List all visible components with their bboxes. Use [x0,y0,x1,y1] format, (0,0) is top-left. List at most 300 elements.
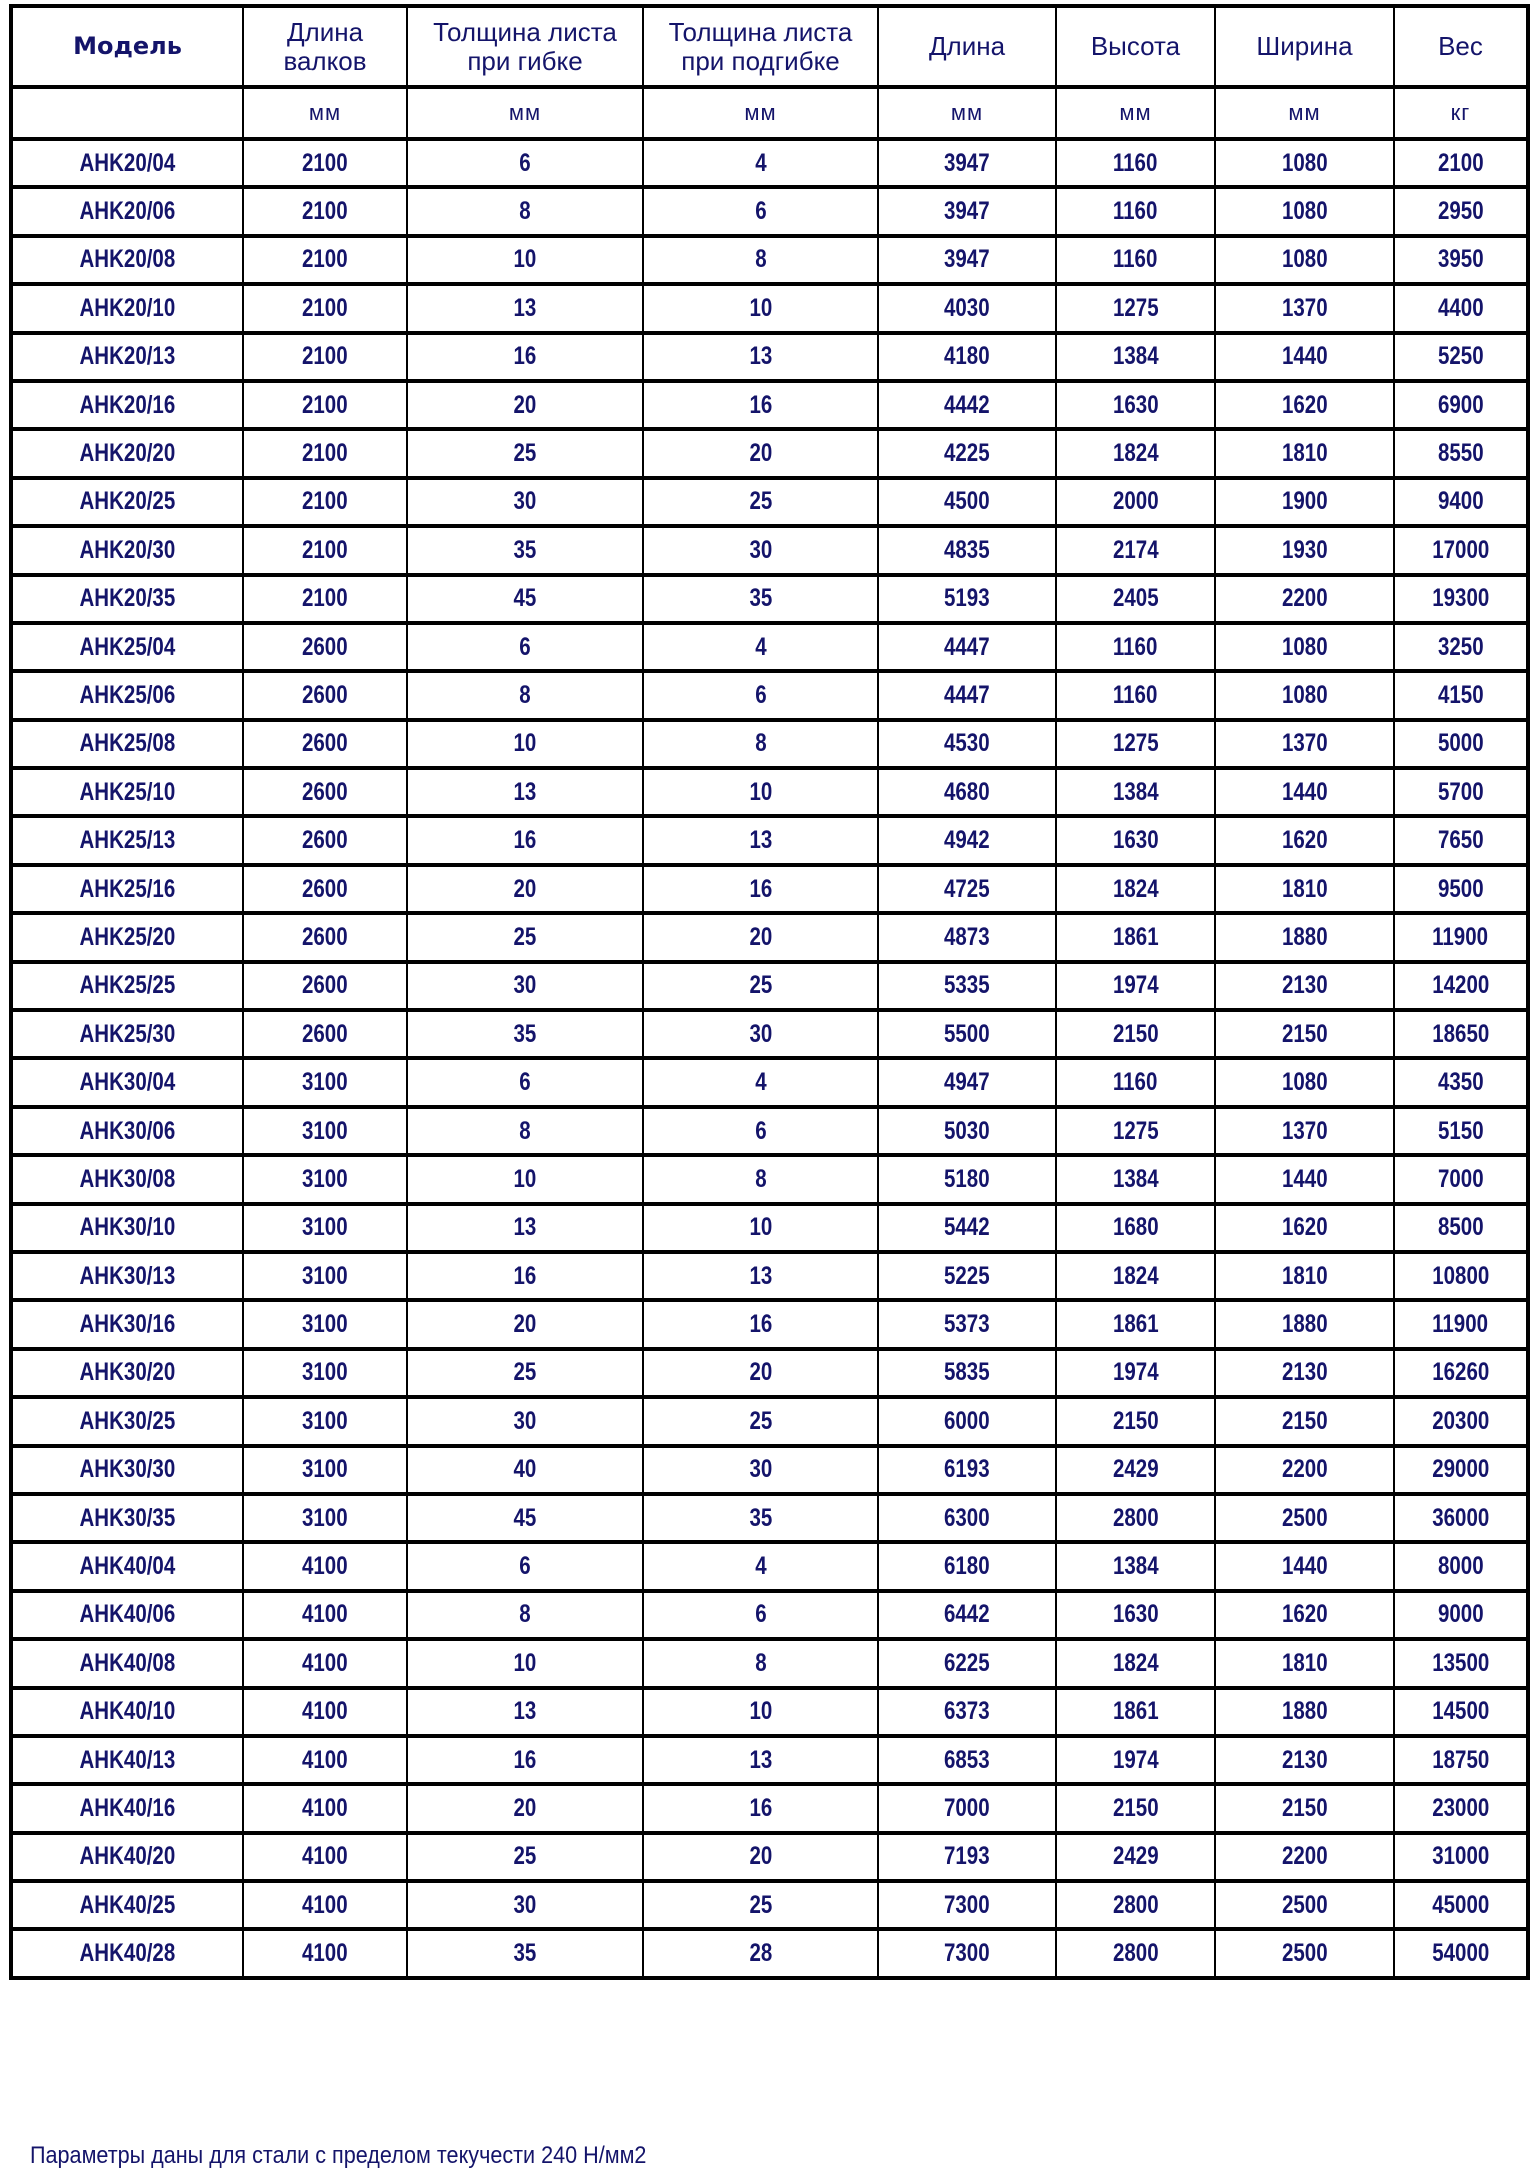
cell-bending-thickness [407,1397,643,1445]
cell-value: 8 [754,1648,767,1677]
cell-model [11,1784,243,1832]
cell-value: 1630 [1112,390,1159,419]
cell-model [11,623,243,671]
cell-value: 25 [513,922,537,951]
cell-weight [1394,816,1528,864]
cell-value: 1160 [1113,245,1158,274]
cell-model [11,478,243,526]
cell-length [878,1010,1056,1058]
cell-value: 2150 [1112,1019,1159,1048]
cell-length [878,381,1056,429]
cell-width [1215,575,1394,623]
cell-value: 1620 [1281,390,1328,419]
table-row [11,187,1528,235]
cell-value: 4942 [944,826,990,855]
cell-prebending-thickness [643,1058,878,1106]
cell-roll-length [243,1107,407,1155]
cell-value: 6 [754,197,767,226]
cell-value: 28 [749,1939,772,1968]
cell-value: AHK40/25 [79,1890,176,1919]
cell-width [1215,1591,1394,1639]
cell-value: 2150 [1281,1406,1328,1435]
cell-value: 1160 [1113,632,1158,661]
cell-value: 30 [749,1455,772,1484]
cell-height [1056,284,1215,332]
cell-value: 10 [513,1648,537,1677]
cell-bending-thickness [407,1204,643,1252]
cell-model [11,865,243,913]
cell-value: 1160 [1113,148,1158,177]
table-row [11,1349,1528,1397]
cell-value: 13 [513,777,537,806]
cell-value: 1974 [1112,971,1159,1000]
cell-value: 1620 [1281,1600,1328,1629]
header-text-line: при гибке [467,45,583,76]
cell-roll-length [243,1494,407,1542]
cell-prebending-thickness [643,816,878,864]
cell-value: 25 [513,1358,537,1387]
cell-bending-thickness [407,1784,643,1832]
cell-model [11,187,243,235]
cell-value: AHK25/20 [79,922,176,951]
table-row [11,768,1528,816]
cell-prebending-thickness [643,139,878,187]
cell-length [878,962,1056,1010]
cell-value: 20 [513,390,537,419]
cell-model [11,1881,243,1929]
cell-prebending-thickness [643,671,878,719]
cell-value: AHK40/13 [79,1745,176,1774]
table-row [11,1833,1528,1881]
cell-weight [1394,1688,1528,1736]
cell-value: 6300 [944,1503,990,1532]
cell-length [878,139,1056,187]
cell-value: 2800 [1112,1939,1159,1968]
cell-value: 1440 [1281,777,1328,806]
header-text-line: Высота [1090,31,1181,61]
cell-value: 4500 [944,487,990,516]
cell-length [878,1349,1056,1397]
cell-value: 3947 [944,148,990,177]
cell-value: 2100 [302,390,348,419]
cell-value: 18650 [1431,1019,1490,1048]
cell-model [11,1542,243,1590]
cell-value: 1810 [1281,1261,1328,1290]
cell-roll-length [243,1204,407,1252]
cell-bending-thickness [407,381,643,429]
cell-value: 1275 [1112,293,1159,322]
cell-value: 20 [749,1842,772,1871]
table-row [11,1155,1528,1203]
cell-value: 2600 [302,729,348,758]
cell-width [1215,1107,1394,1155]
cell-value: 40 [513,1455,537,1484]
cell-value: 4 [754,632,767,661]
cell-bending-thickness [407,1929,643,1977]
cell-value: 5373 [944,1310,990,1339]
cell-roll-length [243,1446,407,1494]
cell-value: 30 [749,1019,772,1048]
cell-bending-thickness [407,1010,643,1058]
cell-weight [1394,1833,1528,1881]
table-row [11,1784,1528,1832]
cell-value: 20 [749,1358,772,1387]
cell-roll-length [243,720,407,768]
cell-value: 20 [513,874,537,903]
cell-value: AHK30/30 [79,1455,176,1484]
cell-width [1215,1688,1394,1736]
cell-model [11,720,243,768]
cell-length [878,816,1056,864]
cell-length [878,1542,1056,1590]
cell-value: 2150 [1281,1019,1328,1048]
cell-prebending-thickness [643,1736,878,1784]
cell-width [1215,1252,1394,1300]
cell-value: 16 [749,874,772,903]
cell-weight [1394,236,1528,284]
cell-length [878,865,1056,913]
cell-value: 5250 [1437,342,1484,371]
cell-bending-thickness [407,1591,643,1639]
cell-prebending-thickness [643,1155,878,1203]
cell-value: 5180 [944,1164,990,1193]
cell-value: 2500 [1281,1939,1328,1968]
cell-value: 45000 [1431,1890,1490,1919]
cell-value: 3100 [302,1455,348,1484]
table-row [11,1204,1528,1252]
cell-roll-length [243,333,407,381]
cell-value: 1824 [1112,439,1159,468]
cell-value: 4100 [302,1552,348,1581]
cell-value: 2600 [302,777,348,806]
cell-roll-length [243,1736,407,1784]
cell-value: 10 [513,1164,537,1193]
cell-roll-length [243,284,407,332]
header-text-line: при подгибке [681,45,840,76]
cell-value: 1275 [1112,1116,1159,1145]
cell-value: AHK40/08 [79,1648,176,1677]
cell-height [1056,1446,1215,1494]
cell-value: 1275 [1112,729,1159,758]
cell-prebending-thickness [643,962,878,1010]
cell-bending-thickness [407,865,643,913]
cell-value: 3947 [944,245,990,274]
cell-value: 8 [519,1600,531,1629]
cell-value: 6180 [944,1552,990,1581]
cell-value: AHK30/16 [79,1310,176,1339]
cell-value: 8 [754,245,767,274]
cell-value: 1900 [1281,487,1328,516]
cell-value: 6225 [944,1648,990,1677]
cell-width [1215,333,1394,381]
cell-length [878,623,1056,671]
cell-value: 4030 [944,293,990,322]
column-header-model [11,6,243,87]
cell-value: AHK30/08 [79,1164,176,1193]
cell-value: 1680 [1112,1213,1159,1242]
column-header-width [1215,6,1394,87]
cell-value: 2150 [1112,1406,1159,1435]
cell-value: 1824 [1112,1648,1159,1677]
cell-height [1056,1107,1215,1155]
cell-value: 1880 [1281,1310,1328,1339]
table-row [11,1591,1528,1639]
cell-value: AHK40/28 [79,1939,176,1968]
cell-model [11,284,243,332]
cell-value: 6 [754,1600,767,1629]
cell-roll-length [243,913,407,961]
cell-weight [1394,1591,1528,1639]
cell-width [1215,1397,1394,1445]
cell-model [11,1591,243,1639]
cell-length [878,1204,1056,1252]
cell-value: 13 [749,1745,772,1774]
cell-width [1215,913,1394,961]
unit-cell-roll-length: мм [243,87,407,139]
table-body [11,139,1528,1978]
table-row [11,1058,1528,1106]
cell-value: 20 [749,439,772,468]
table-row [11,720,1528,768]
cell-value: AHK30/10 [79,1213,176,1242]
cell-value: 4100 [302,1697,348,1726]
cell-value: 9000 [1437,1600,1484,1629]
cell-model [11,1349,243,1397]
cell-roll-length [243,1155,407,1203]
cell-length [878,1446,1056,1494]
cell-prebending-thickness [643,768,878,816]
cell-value: 9500 [1437,874,1484,903]
cell-value: 1861 [1112,1697,1159,1726]
cell-width [1215,671,1394,719]
unit-cell-model [11,87,243,139]
cell-value: 8 [519,1116,531,1145]
cell-roll-length [243,1833,407,1881]
cell-weight [1394,1494,1528,1542]
unit-cell-prebending-thickness: мм [643,87,878,139]
cell-value: 2600 [302,680,348,709]
table-row [11,1736,1528,1784]
cell-prebending-thickness [643,575,878,623]
table-row [11,1542,1528,1590]
cell-height [1056,526,1215,574]
cell-value: 8 [754,729,767,758]
cell-value: 4100 [302,1648,348,1677]
header-text-line: Ширина [1256,31,1353,61]
cell-height [1056,1736,1215,1784]
cell-value: 7300 [944,1939,990,1968]
cell-value: 2500 [1281,1503,1328,1532]
cell-value: 14200 [1431,971,1490,1000]
cell-height [1056,1058,1215,1106]
cell-roll-length [243,139,407,187]
cell-value: 16 [513,342,537,371]
cell-value: 3100 [302,1310,348,1339]
cell-prebending-thickness [643,913,878,961]
cell-roll-length [243,478,407,526]
cell-height [1056,1204,1215,1252]
cell-value: 4447 [944,680,990,709]
cell-value: 25 [513,1842,537,1871]
cell-value: 31000 [1431,1842,1490,1871]
column-header-bending-thickness [407,6,643,87]
cell-height [1056,720,1215,768]
cell-value: 1384 [1112,777,1159,806]
cell-value: 13500 [1431,1648,1490,1677]
cell-value: 25 [749,1406,772,1435]
cell-width [1215,865,1394,913]
header-row [11,6,1528,87]
cell-value: 2200 [1281,1842,1328,1871]
cell-height [1056,1784,1215,1832]
cell-height [1056,333,1215,381]
unit-cell-length: мм [878,87,1056,139]
cell-value: AHK40/06 [79,1600,176,1629]
cell-value: AHK20/16 [79,390,176,419]
cell-prebending-thickness [643,1446,878,1494]
table-row [11,575,1528,623]
cell-roll-length [243,1542,407,1590]
cell-bending-thickness [407,1639,643,1687]
cell-prebending-thickness [643,1494,878,1542]
table-row [11,1300,1528,1348]
cell-bending-thickness [407,284,643,332]
cell-value: 13 [749,826,772,855]
cell-value: 10 [513,245,537,274]
cell-width [1215,1300,1394,1348]
cell-value: 2600 [302,1019,348,1048]
cell-value: 3947 [944,197,990,226]
cell-model [11,1155,243,1203]
cell-roll-length [243,671,407,719]
cell-value: 2800 [1112,1890,1159,1919]
table-row [11,1639,1528,1687]
cell-roll-length [243,816,407,864]
cell-height [1056,478,1215,526]
table-row [11,381,1528,429]
cell-height [1056,962,1215,1010]
cell-height [1056,671,1215,719]
cell-value: 4400 [1437,293,1484,322]
cell-value: AHK20/04 [79,148,176,177]
cell-value: AHK25/10 [79,777,176,806]
header-text-line: Длина [928,31,1006,61]
cell-value: 4 [754,1552,767,1581]
cell-height [1056,1688,1215,1736]
cell-bending-thickness [407,1833,643,1881]
cell-value: AHK20/10 [79,293,176,322]
cell-bending-thickness [407,187,643,235]
cell-prebending-thickness [643,284,878,332]
cell-value: 1974 [1112,1745,1159,1774]
unit-cell-bending-thickness: мм [407,87,643,139]
cell-value: 7650 [1437,826,1484,855]
cell-roll-length [243,236,407,284]
cell-value: 3100 [302,1406,348,1435]
table-row [11,236,1528,284]
cell-weight [1394,526,1528,574]
cell-value: 14500 [1431,1697,1490,1726]
cell-prebending-thickness [643,1300,878,1348]
cell-value: 2600 [302,874,348,903]
cell-value: 2100 [302,197,348,226]
cell-length [878,526,1056,574]
cell-bending-thickness [407,429,643,477]
cell-value: AHK20/06 [79,197,176,226]
cell-value: AHK25/25 [79,971,176,1000]
cell-value: 2429 [1112,1842,1159,1871]
cell-value: 25 [749,487,772,516]
column-header-height [1056,6,1215,87]
cell-length [878,1784,1056,1832]
cell-height [1056,1881,1215,1929]
cell-value: 1384 [1112,1552,1159,1581]
header-text-line: Вес [1438,31,1483,61]
cell-value: 1370 [1281,1116,1328,1145]
cell-value: 2950 [1437,197,1484,226]
cell-length [878,1397,1056,1445]
cell-value: 1160 [1113,197,1158,226]
header-text-line: Длина [286,16,364,47]
cell-value: 30 [513,1890,537,1919]
cell-width [1215,429,1394,477]
cell-bending-thickness [407,816,643,864]
cell-length [878,768,1056,816]
cell-value: 6 [754,1116,767,1145]
cell-length [878,1639,1056,1687]
cell-roll-length [243,1639,407,1687]
cell-value: 35 [513,1019,537,1048]
cell-value: 16 [513,1745,537,1774]
cell-value: 19300 [1431,584,1490,613]
cell-value: 10 [749,293,772,322]
cell-value: 1861 [1112,1310,1159,1339]
cell-value: 5000 [1437,729,1484,758]
cell-value: 3100 [302,1503,348,1532]
cell-value: AHK30/35 [79,1503,176,1532]
cell-value: 4442 [944,390,990,419]
cell-value: 1630 [1112,826,1159,855]
column-header-weight [1394,6,1528,87]
cell-prebending-thickness [643,333,878,381]
cell-value: 30 [513,1406,537,1435]
cell-value: 4 [754,1068,767,1097]
cell-bending-thickness [407,333,643,381]
cell-height [1056,1252,1215,1300]
cell-value: 16260 [1431,1358,1490,1387]
cell-value: 30 [513,487,537,516]
cell-height [1056,1591,1215,1639]
cell-value: 1824 [1112,1261,1159,1290]
cell-prebending-thickness [643,381,878,429]
cell-value: 2100 [302,487,348,516]
cell-bending-thickness [407,1252,643,1300]
cell-value: 10800 [1431,1261,1490,1290]
cell-width [1215,1155,1394,1203]
cell-bending-thickness [407,1058,643,1106]
cell-model [11,1494,243,1542]
cell-value: 1160 [1113,680,1158,709]
table-row [11,1446,1528,1494]
cell-value: 6373 [944,1697,990,1726]
cell-value: 4530 [944,729,990,758]
cell-length [878,284,1056,332]
cell-value: 8550 [1437,439,1484,468]
cell-value: 2150 [1281,1793,1328,1822]
cell-weight [1394,429,1528,477]
cell-prebending-thickness [643,236,878,284]
cell-value: 2200 [1281,1455,1328,1484]
